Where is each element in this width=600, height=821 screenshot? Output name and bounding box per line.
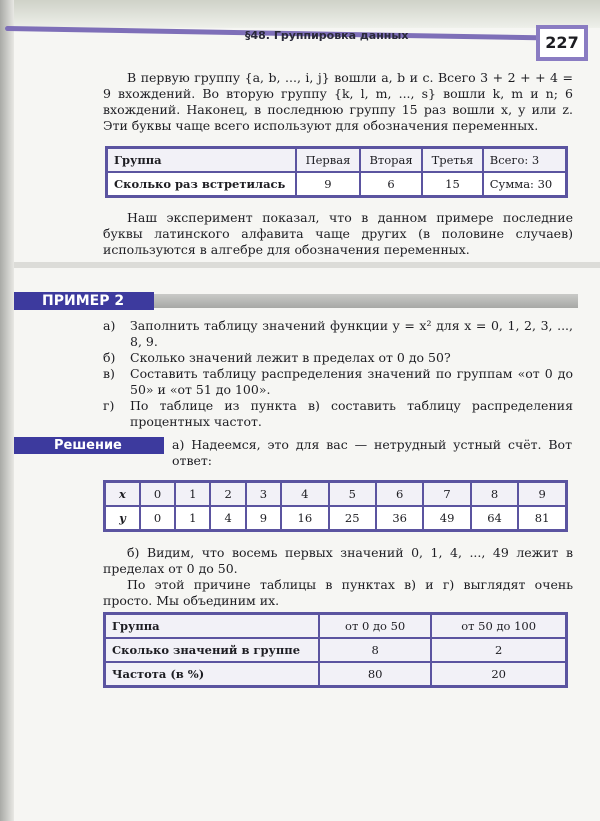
solution-part-b: б) Видим, что восемь первых значений 0, 1, 4, ..., 49 лежит в пределах от 0 до 50. — [103, 545, 573, 576]
table-cell: 81 — [518, 506, 566, 531]
page-number: 227 — [536, 25, 588, 61]
solution-paragraph: По этой причине таблицы в пунктах в) и г) выглядят очень просто. Мы объединим их. — [103, 577, 573, 608]
table-cell: 15 — [422, 172, 483, 197]
table-cell: Сумма: 30 — [483, 172, 567, 197]
table-cell: 2 — [431, 638, 566, 662]
table-row — [105, 614, 567, 639]
section-divider — [14, 262, 600, 268]
table-cell: 1 — [175, 482, 210, 507]
table-cell: 80 — [319, 662, 431, 687]
table-cell: от 0 до 50 — [319, 614, 431, 639]
table-cell: 9 — [296, 172, 360, 197]
paragraph-groups: В первую группу {a, b, ..., i, j} вошли a, b и c. Всего 3 + 2 + + 4 = 9 вхождений. Во вторую группу {k, l, m, ..., s} вошли k, m и n; 6 вхождений. Наконец, в последнюю группу 15 раз вошли x, y или z. Эти буквы чаще всего используют для обозначения переменных. — [103, 70, 573, 133]
table-cell: Сколько значений в группе — [105, 638, 320, 662]
page-top-shade — [0, 0, 600, 28]
example-header-bar — [150, 294, 578, 308]
table-cell: 5 — [329, 482, 376, 507]
solution-part-a: а) Надеемся, это для вас — нетрудный устный счёт. Вот ответ: — [172, 437, 572, 468]
table-cell: 4 — [281, 482, 328, 507]
table-cell: 3 — [246, 482, 281, 507]
table-cell: 8 — [319, 638, 431, 662]
table-cell: Третья — [422, 148, 483, 173]
table-cell: 9 — [518, 482, 566, 507]
table-cell: 2 — [210, 482, 245, 507]
list-text: Составить таблицу распределения значений по группам «от 0 до 50» и «от 51 до 100». — [130, 366, 573, 397]
list-item — [103, 366, 573, 398]
table-row — [107, 148, 567, 173]
row-header-cell: x — [105, 482, 140, 507]
list-text: Сколько значений лежит в пределах от 0 до 50? — [130, 350, 451, 365]
table-cell: 49 — [423, 506, 470, 531]
table-cell: от 50 до 100 — [431, 614, 566, 639]
table-cell: 25 — [329, 506, 376, 531]
book-gutter — [0, 0, 14, 821]
table-cell: Всего: 3 — [483, 148, 567, 173]
table-cell: 36 — [376, 506, 423, 531]
list-item — [103, 398, 573, 430]
table-row-y — [105, 506, 567, 531]
table-cell: 8 — [471, 482, 518, 507]
section-title: §48. Группировка данных — [245, 29, 409, 42]
table-cell: Частота (в %) — [105, 662, 320, 687]
example-label: ПРИМЕР 2 — [14, 292, 154, 310]
table-cell: 0 — [140, 506, 175, 531]
table-row-x — [105, 482, 567, 507]
table-cell: Сколько раз встретилась — [107, 172, 297, 197]
function-values-table — [103, 480, 568, 532]
list-marker: в) — [103, 366, 115, 381]
list-marker: б) — [103, 350, 116, 365]
table-cell: 16 — [281, 506, 328, 531]
solution-label: Решение — [14, 437, 164, 454]
list-text: По таблице из пункта в) составить таблицу распределения процентных частот. — [130, 398, 573, 429]
table-cell: Вторая — [360, 148, 422, 173]
table-cell: 4 — [210, 506, 245, 531]
list-marker: а) — [103, 318, 116, 333]
letter-groups-table — [105, 146, 568, 198]
list-text: Заполнить таблицу значений функции y = x² для x = 0, 1, 2, 3, ..., 8, 9. — [130, 318, 573, 349]
table-cell: Группа — [105, 614, 320, 639]
table-cell: 1 — [175, 506, 210, 531]
table-row — [107, 172, 567, 197]
table-cell: Первая — [296, 148, 360, 173]
paragraph-conclusion: Наш эксперимент показал, что в данном примере последние буквы латинского алфавита чаще других (в половине случаев) используются в алгебре для обозначения переменных. — [103, 210, 573, 257]
table-cell: Группа — [107, 148, 297, 173]
row-header-cell: y — [105, 506, 140, 531]
list-item — [103, 350, 573, 366]
table-cell: 20 — [431, 662, 566, 687]
list-item — [103, 318, 573, 350]
table-row — [105, 662, 567, 687]
table-row — [105, 638, 567, 662]
list-marker: г) — [103, 398, 115, 413]
table-cell: 9 — [246, 506, 281, 531]
table-cell: 7 — [423, 482, 470, 507]
distribution-table — [103, 612, 568, 688]
table-cell: 64 — [471, 506, 518, 531]
table-cell: 0 — [140, 482, 175, 507]
table-cell: 6 — [360, 172, 422, 197]
table-cell: 6 — [376, 482, 423, 507]
